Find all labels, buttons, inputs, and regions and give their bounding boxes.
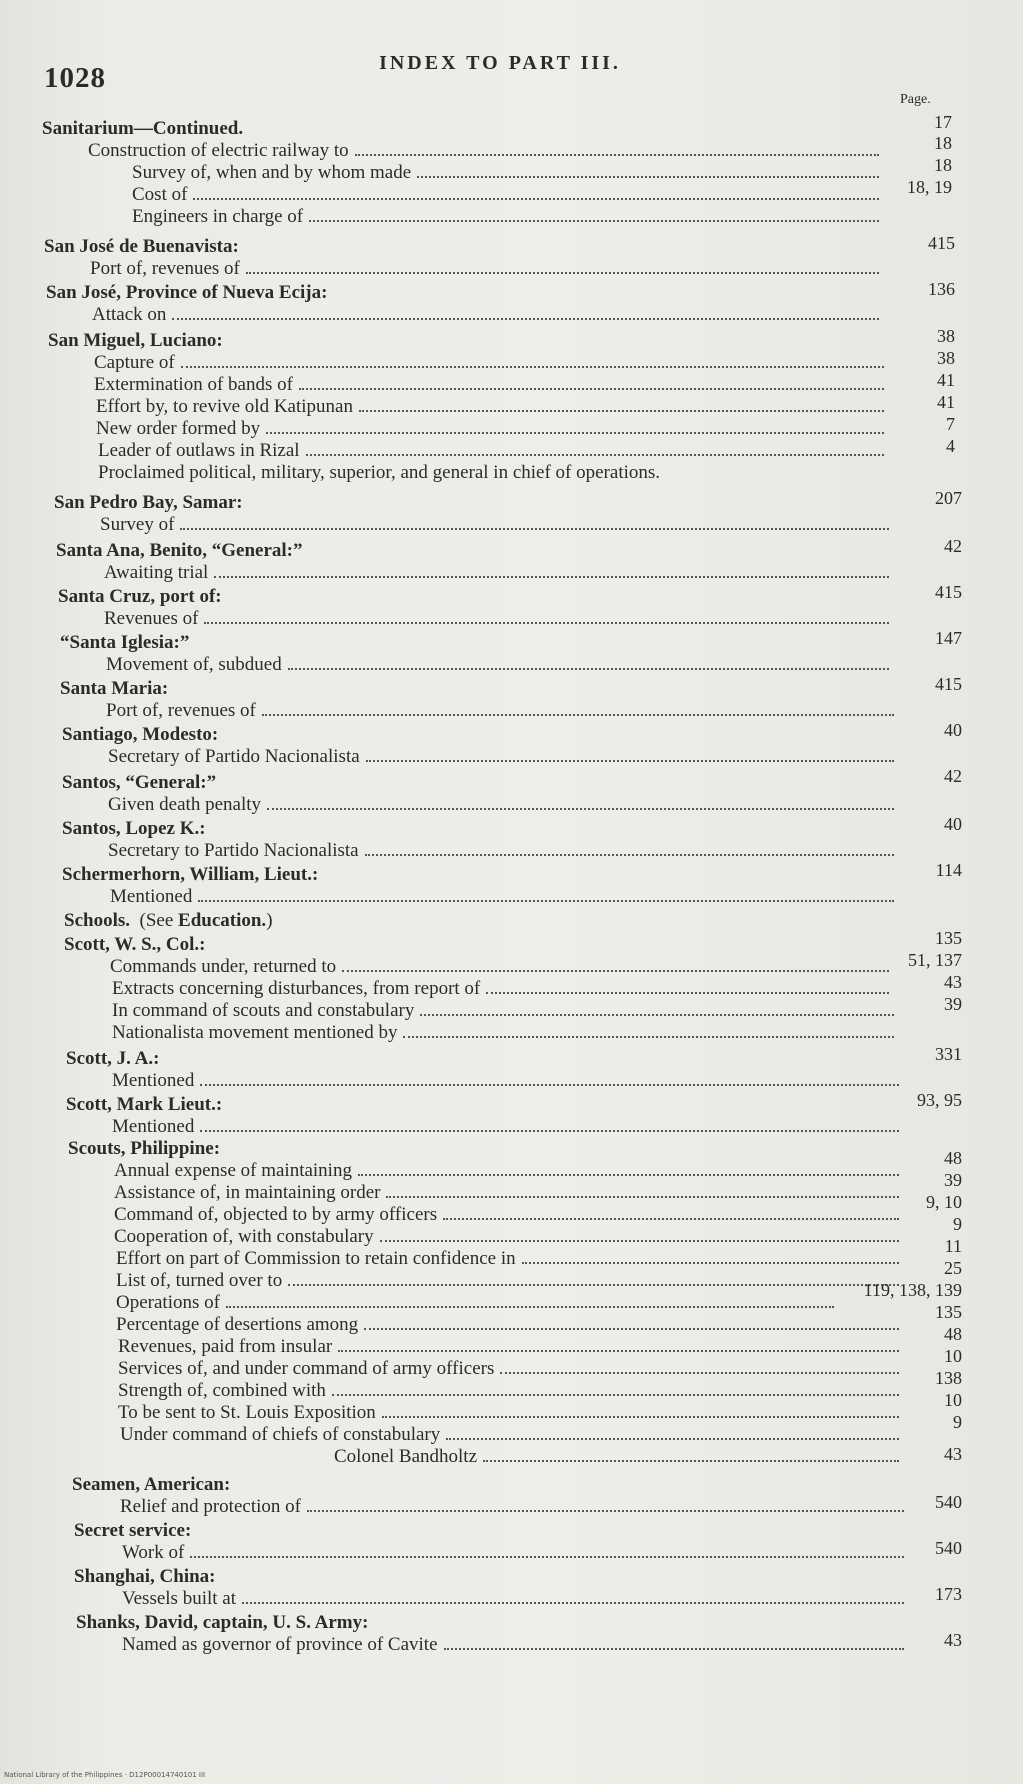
entry-text: Port of, revenues of <box>90 258 240 279</box>
index-heading: San Pedro Bay, Samar: <box>54 492 243 513</box>
page-reference: 40 <box>944 814 962 834</box>
page-reference: 135 <box>935 1302 962 1322</box>
page-reference: 42 <box>944 536 962 556</box>
entry-text: Effort on part of Commission to retain confidence in <box>116 1248 516 1269</box>
page-reference: 415 <box>928 233 955 253</box>
index-subentry <box>118 1336 905 1358</box>
index-heading: Santos, Lopez K.: <box>62 818 206 839</box>
dot-leader <box>267 807 894 810</box>
entry-text: Secretary of Partido Nacionalista <box>108 746 360 767</box>
entry-text: Extracts concerning disturbances, from report of <box>112 978 481 999</box>
index-subentry <box>132 162 885 184</box>
entry-text: Effort by, to revive old Katipunan <box>96 396 353 417</box>
dot-leader <box>190 1555 904 1558</box>
page-reference: 10 <box>944 1390 962 1410</box>
dot-leader <box>299 387 884 390</box>
page-reference: 48 <box>944 1324 962 1344</box>
entry-text: Strength of, combined with <box>118 1380 326 1401</box>
dot-leader <box>200 1083 899 1086</box>
index-subentry <box>112 1070 905 1092</box>
index-subentry <box>116 1314 905 1336</box>
entry-text: Leader of outlaws in Rizal <box>98 440 300 461</box>
dot-leader <box>443 1217 899 1220</box>
dot-leader <box>180 527 889 530</box>
index-subentry <box>108 840 900 862</box>
index-subentry <box>118 1402 905 1424</box>
dot-leader <box>262 713 894 716</box>
index-subentry <box>120 1424 905 1446</box>
entry-text: Secretary to Partido Nacionalista <box>108 840 359 861</box>
index-subentry <box>116 1292 840 1314</box>
index-subentry <box>64 910 273 932</box>
page-reference: 18 <box>934 133 952 153</box>
page-reference: 147 <box>935 628 962 648</box>
index-heading: San Miguel, Luciano: <box>48 330 223 351</box>
page-reference: 41 <box>937 370 955 390</box>
page-reference: 114 <box>935 860 962 880</box>
entry-text: Revenues of <box>104 608 199 629</box>
index-subentry <box>108 794 900 816</box>
dot-leader <box>386 1195 899 1198</box>
entry-text: Engineers in charge of <box>132 206 304 227</box>
index-subentry <box>112 1116 905 1138</box>
page-reference: 18, 19 <box>907 177 952 197</box>
dot-leader <box>242 1601 904 1604</box>
index-heading: Scott, Mark Lieut.: <box>66 1094 223 1115</box>
dot-leader <box>444 1647 904 1650</box>
entry-text: Port of, revenues of <box>106 700 256 721</box>
dot-leader <box>246 271 879 274</box>
dot-leader <box>380 1239 899 1242</box>
dot-leader <box>288 1283 899 1286</box>
page-reference: 25 <box>944 1258 962 1278</box>
index-subentry <box>94 374 890 396</box>
index-heading: Shanks, David, captain, U. S. Army: <box>76 1612 369 1633</box>
entry-text: Extermination of bands of <box>94 374 293 395</box>
entry-text: Colonel Bandholtz <box>334 1446 478 1467</box>
page-reference: 10 <box>944 1346 962 1366</box>
index-heading: Santa Cruz, port of: <box>58 586 222 607</box>
entry-text: In command of scouts and constabulary <box>112 1000 415 1021</box>
page-reference: 43 <box>944 972 962 992</box>
page-reference: 138 <box>935 1368 962 1388</box>
page-reference: 135 <box>935 928 962 948</box>
dot-leader <box>200 1129 899 1132</box>
entry-text: Annual expense of maintaining <box>114 1160 352 1181</box>
index-heading: Seamen, American: <box>72 1474 231 1495</box>
index-heading: “Santa Iglesia:” <box>60 632 190 653</box>
index-heading: Scouts, Philippine: <box>68 1138 221 1159</box>
index-subentry <box>116 1270 905 1292</box>
dot-leader <box>364 1327 899 1330</box>
entry-text: Mentioned <box>112 1116 195 1137</box>
page-reference: 51, 137 <box>908 950 962 970</box>
index-subentry <box>112 1022 900 1044</box>
entry-text: Percentage of desertions among <box>116 1314 359 1335</box>
entry-text: Capture of <box>94 352 175 373</box>
page-reference: 540 <box>935 1492 962 1512</box>
entry-text: Vessels built at <box>122 1588 236 1609</box>
page-reference: 38 <box>937 348 955 368</box>
dot-leader <box>226 1305 834 1308</box>
index-subentry <box>100 514 895 536</box>
index-heading: Scott, J. A.: <box>66 1048 160 1069</box>
dot-leader <box>446 1437 899 1440</box>
index-subentry <box>118 1358 905 1380</box>
entry-text: Mentioned <box>112 1070 195 1091</box>
page-reference: 93, 95 <box>917 1090 962 1110</box>
dot-leader <box>172 317 879 320</box>
dot-leader <box>355 153 879 156</box>
entry-text: Awaiting trial <box>104 562 209 583</box>
index-subentry <box>114 1226 905 1248</box>
dot-leader <box>309 219 879 222</box>
index-heading: Schermerhorn, William, Lieut.: <box>62 864 319 885</box>
index-subentry <box>112 1000 900 1022</box>
index-subentry <box>106 654 895 676</box>
page-reference: 42 <box>944 766 962 786</box>
index-subentry <box>88 140 885 162</box>
index-subentry <box>132 184 885 206</box>
entry-text: Attack on <box>92 304 167 325</box>
index-subentry <box>116 1248 905 1270</box>
page-reference: 17 <box>934 112 952 132</box>
entry-text: Cooperation of, with constabulary <box>114 1226 374 1247</box>
page-reference: 7 <box>946 414 955 434</box>
page-reference: 9 <box>953 1214 962 1234</box>
entry-text: Commands under, returned to <box>110 956 337 977</box>
entry-text: Cost of <box>132 184 188 205</box>
page-reference: 48 <box>944 1148 962 1168</box>
index-subentry <box>114 1204 905 1226</box>
index-heading: Santa Maria: <box>60 678 169 699</box>
index-subentry <box>114 1160 905 1182</box>
entry-text: Work of <box>122 1542 185 1563</box>
index-subentry <box>114 1182 905 1204</box>
dot-leader <box>342 969 889 972</box>
dot-leader <box>266 431 884 434</box>
see-reference: Education. <box>178 910 267 931</box>
index-subentry <box>122 1542 910 1564</box>
dot-leader <box>420 1013 894 1016</box>
dot-leader <box>338 1349 899 1352</box>
entry-text: Assistance of, in maintaining order <box>114 1182 381 1203</box>
page-reference: 173 <box>935 1584 962 1604</box>
dot-leader <box>382 1415 899 1418</box>
index-subentry <box>106 700 900 722</box>
entry-text: Movement of, subdued <box>106 654 282 675</box>
dot-leader <box>366 759 894 762</box>
index-subentry <box>118 1380 905 1402</box>
index-subentry <box>96 396 890 418</box>
entry-text: Nationalista movement mentioned by <box>112 1022 398 1043</box>
page-reference: 540 <box>935 1538 962 1558</box>
entry-text: Given death penalty <box>108 794 262 815</box>
entry-text: Mentioned <box>110 886 193 907</box>
page-reference: 41 <box>937 392 955 412</box>
entry-text: Survey of, when and by whom made <box>132 162 412 183</box>
page-reference: 43 <box>944 1444 962 1464</box>
index-heading: Shanghai, China: <box>74 1566 216 1587</box>
page-reference: 415 <box>935 582 962 602</box>
entry-text: Survey of <box>100 514 175 535</box>
dot-leader <box>403 1035 894 1038</box>
index-subentry <box>110 886 900 908</box>
dot-leader <box>365 853 894 856</box>
index-subentry <box>98 440 890 462</box>
dot-leader <box>214 575 889 578</box>
see-suffix: ) <box>266 910 273 931</box>
index-subentry <box>90 258 885 280</box>
page-reference: 207 <box>935 488 962 508</box>
page-reference: 4 <box>946 436 955 456</box>
page-reference: 43 <box>944 1630 962 1650</box>
entry-text: Relief and protection of <box>120 1496 301 1517</box>
dot-leader <box>332 1393 899 1396</box>
index-subentry <box>104 608 895 630</box>
page-reference: 415 <box>935 674 962 694</box>
dot-leader <box>483 1459 899 1462</box>
see-prefix: (See <box>139 910 179 931</box>
index-subentry <box>108 746 900 768</box>
dot-leader <box>306 453 884 456</box>
dot-leader <box>181 365 884 368</box>
dot-leader <box>193 197 879 200</box>
entry-text: Revenues, paid from insular <box>118 1336 333 1357</box>
index-heading: Santos, “General:” <box>62 772 217 793</box>
page-column-label: Page. <box>900 92 931 107</box>
index-subentry <box>110 956 895 978</box>
entry-text: Operations of <box>116 1292 220 1313</box>
entry-text: To be sent to St. Louis Exposition <box>118 1402 376 1423</box>
index-heading: Sanitarium—Continued. <box>42 118 244 139</box>
index-subentry <box>112 978 895 1000</box>
page-reference: 9 <box>953 1412 962 1432</box>
page-number: 1028 <box>44 62 106 94</box>
index-heading: San José de Buenavista: <box>44 236 239 257</box>
entry-text: New order formed by <box>96 418 261 439</box>
index-subentry <box>92 304 885 326</box>
dot-leader <box>486 991 889 994</box>
page-reference: 11 <box>944 1236 962 1256</box>
page-reference: 331 <box>935 1044 962 1064</box>
dot-leader <box>204 621 889 624</box>
dot-leader <box>359 409 884 412</box>
dot-leader <box>198 899 894 902</box>
entry-text: Services of, and under command of army officers <box>118 1358 495 1379</box>
entry-text: Command of, objected to by army officers <box>114 1204 438 1225</box>
dot-leader <box>358 1173 899 1176</box>
index-subentry <box>122 1634 910 1656</box>
entry-text: Named as governor of province of Cavite <box>122 1634 438 1655</box>
page-reference: 9, 10 <box>926 1192 962 1212</box>
index-subentry <box>122 1588 910 1610</box>
index-subentry <box>104 562 895 584</box>
page-reference: 39 <box>944 994 962 1014</box>
page-reference: 119, 138, 139 <box>863 1280 962 1300</box>
dot-leader <box>307 1509 904 1512</box>
index-heading-text: Schools. <box>64 910 130 931</box>
index-heading: Santa Ana, Benito, “General:” <box>56 540 303 561</box>
page-reference: 39 <box>944 1170 962 1190</box>
index-subentry <box>96 418 890 440</box>
index-heading: Scott, W. S., Col.: <box>64 934 206 955</box>
dot-leader <box>500 1371 899 1374</box>
page-reference: 136 <box>928 279 955 299</box>
page-title: INDEX TO PART III. <box>379 52 621 74</box>
entry-text: List of, turned over to <box>116 1270 283 1291</box>
index-subentry <box>334 1446 905 1468</box>
page-reference: 18 <box>934 155 952 175</box>
page-reference: 40 <box>944 720 962 740</box>
page-reference: 38 <box>937 326 955 346</box>
dot-leader <box>288 667 889 670</box>
index-subentry: Proclaimed political, military, superior, and general in chief of operations. <box>98 462 661 483</box>
index-subentry <box>120 1496 910 1518</box>
dot-leader <box>417 175 879 178</box>
index-heading: San José, Province of Nueva Ecija: <box>46 282 328 303</box>
entry-text: Under command of chiefs of constabulary <box>120 1424 441 1445</box>
footer-credit: National Library of the Philippines · D12P00014740101 III <box>4 1771 206 1779</box>
entry-text: Construction of electric railway to <box>88 140 349 161</box>
index-heading: Santiago, Modesto: <box>62 724 219 745</box>
index-heading: Secret service: <box>74 1520 192 1541</box>
index-subentry <box>94 352 890 374</box>
index-subentry <box>132 206 885 228</box>
